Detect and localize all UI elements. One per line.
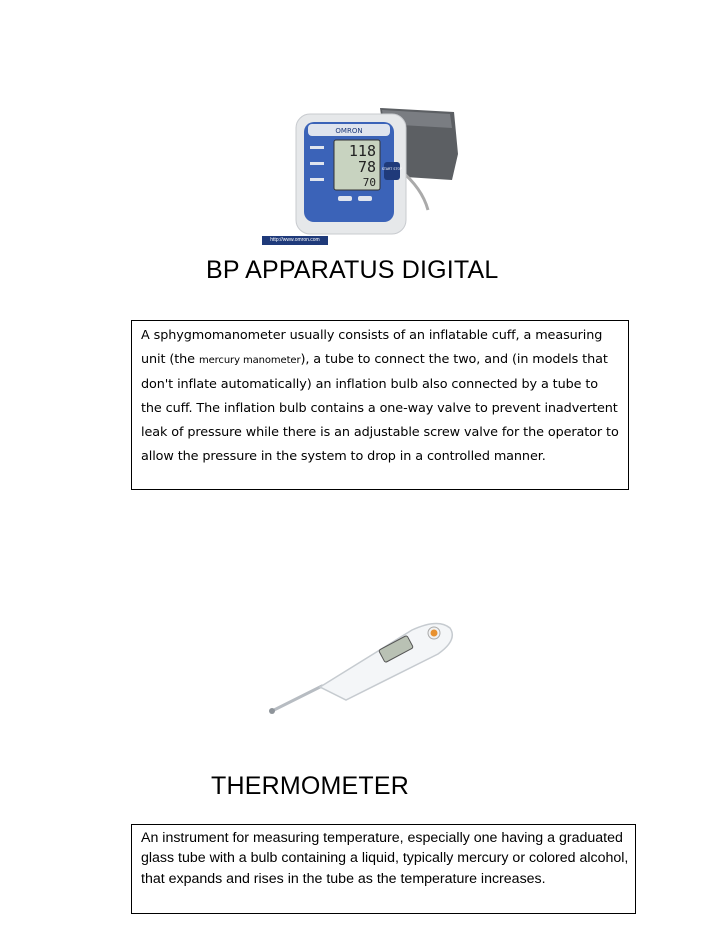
thermometer-section-title: THERMOMETER [211, 772, 410, 800]
bp-description-box [131, 320, 629, 490]
mercury-manometer-link[interactable]: mercury manometer [198, 355, 301, 366]
diastolic-readout: 78 [357, 158, 376, 176]
bp-image-caption: http://www.omron.com [262, 236, 328, 245]
thermometer-description-box [131, 824, 636, 914]
thermometer-image [262, 608, 462, 720]
bp-section-title: BP APPARATUS DIGITAL [206, 256, 499, 284]
monitor-brand-label: OMRON [335, 127, 363, 135]
bp-monitor-image [262, 84, 462, 246]
pulse-readout: 70 [362, 176, 376, 189]
systolic-readout: 118 [348, 142, 376, 160]
bp-description-part1: A sphygmomanometer usually consists of an inflatable cuff, a measuring unit (the [141, 328, 603, 367]
bp-description-part2: ), a tube to connect the two, and (in models that don't inflate automatically) an inflation bulb also connected by a tube to the cuff. The inflation bulb contains a one-way valve to prevent inadvertent leak of pressure while there is an adjustable screw valve for the operator to allow the pressure in the system to drop in a controlled manner. [141, 352, 619, 464]
thermometer-description-text: An instrument for measuring temperature, especially one having a graduated glass tube with a bulb containing a liquid, typically mercury or colored alcohol, that expands and rises in the tube as the temperature increases. [141, 830, 629, 887]
bp-description-text [141, 324, 622, 469]
start-stop-button-label: START STOP [381, 167, 403, 171]
